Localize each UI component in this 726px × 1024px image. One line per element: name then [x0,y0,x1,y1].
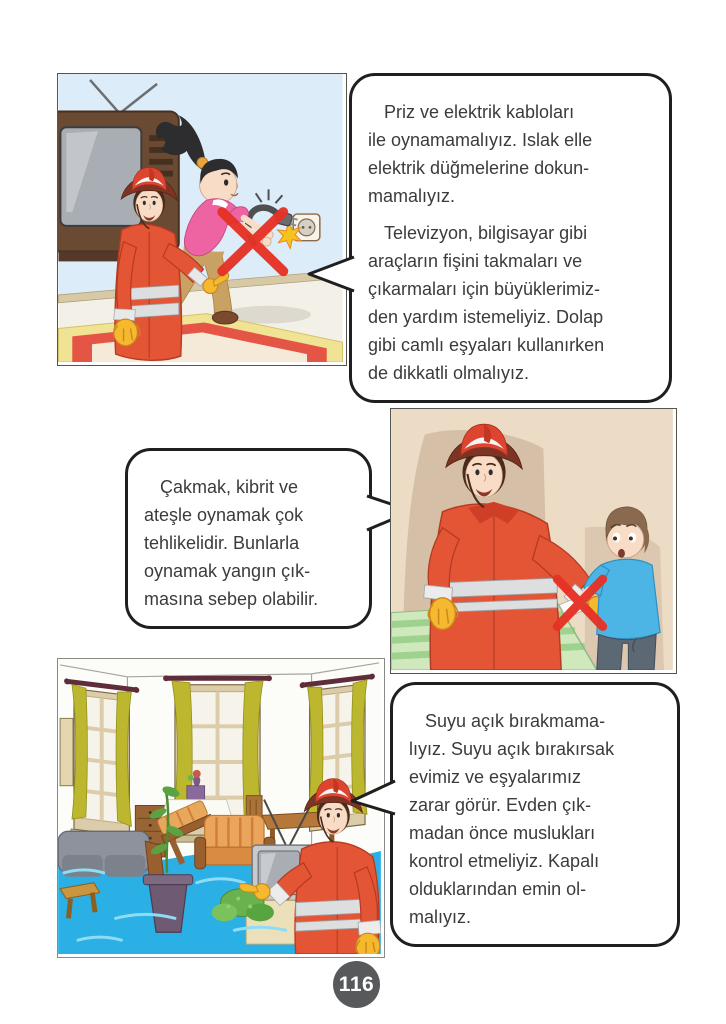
bubble-text-line: ateşle oynamak çok [144,505,304,525]
illustration-electricity-safety [57,73,347,366]
flood-scene [58,659,381,954]
illustration-fire-safety [390,408,677,674]
illustration-water-safety [57,658,385,958]
bubble-text-line: zarar görür. Evden çık- [409,795,592,815]
bubble-text-line: elektrik düğmelerine dokun- [368,158,590,178]
bubble-text-line: ile oynamamalıyız. Islak elle [368,130,593,150]
shoe [212,311,238,324]
bubble-text-line: madan önce muslukları [409,823,596,843]
bubble-text-line: kontrol etmeliyiz. Kapalı [409,851,600,871]
picture-frame [60,718,73,785]
bubble-text-line: Suyu açık bırakmama- [425,711,606,731]
page-number-badge [333,961,380,1008]
bubble-text-line: masına sebep olabilir. [144,589,319,609]
electricity-scene [58,74,343,362]
bubble-text-line: den yardım istemeliyiz. Dolap [368,307,604,327]
bubble-tail [307,252,355,296]
bubble-text-line: çıkarmaları için büyüklerimiz- [368,279,601,299]
bubble-text-line: Televizyon, bilgisayar gibi [384,223,588,243]
bubble-text-line: lıyız. Suyu açık bırakırsak [409,739,615,759]
bubble-text-line: oynamak yangın çık- [144,561,311,581]
speech-bubble-water [390,682,680,947]
speech-bubble-electricity [349,73,672,403]
bubble-text-line: gibi camlı eşyaları kullanırken [368,335,605,355]
bubble-text-line: araçların fişini takmaları ve [368,251,583,271]
bubble-text-line: Çakmak, kibrit ve [160,477,299,497]
bubble-text-line: de dikkatli olmalıyız. [368,363,530,383]
bubble-text-line: evimiz ve eşyalarımız [409,767,582,787]
page-number: 116 [338,972,375,996]
bubble-tail [350,777,396,819]
window-left [64,678,139,844]
bubble-text-line: olduklarından emin ol- [409,879,587,899]
speech-bubble-fire [125,448,372,629]
glove [356,933,380,954]
fire-scene [391,409,673,670]
surprised-mouth [618,549,625,558]
glove [430,598,456,630]
bubble-text-line: tehlikelidir. Bunlarla [144,533,300,553]
bubble-text-line: mamalıyız. [368,186,456,206]
bubble-text-line: malıyız. [409,907,472,927]
bubble-text-line: Priz ve elektrik kabloları [384,102,575,122]
glove [114,319,138,346]
